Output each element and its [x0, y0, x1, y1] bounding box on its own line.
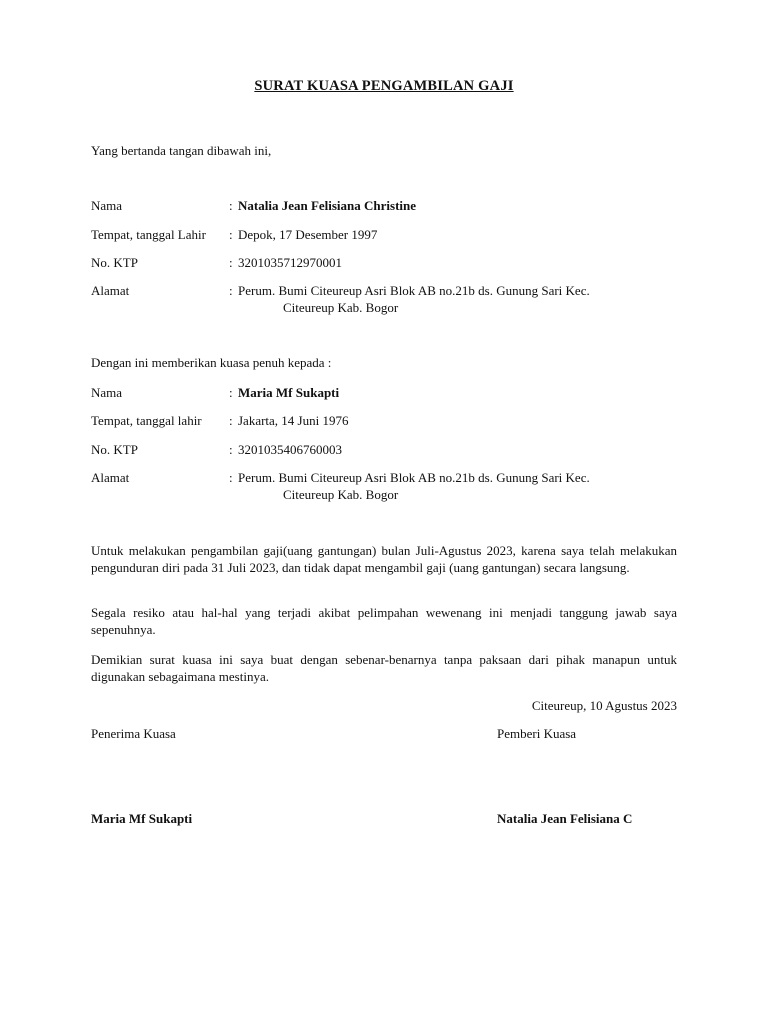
colon: : [229, 255, 233, 270]
colon: : [229, 470, 233, 485]
receiver-ktp-value: 3201035406760003 [238, 442, 342, 457]
giver-name-label: Nama [91, 198, 123, 213]
giver-birth-label: Tempat, tanggal Lahir [91, 227, 206, 242]
colon: : [229, 198, 233, 213]
paragraph-purpose: Untuk melakukan pengambilan gaji(uang gantungan) bulan Juli-Agustus 2023, karena saya telah melakukan pengunduran diri pada 31 Juli 2023, dan tidak dapat mengambil gaji (uang gantungan) secara langsung. [91, 543, 677, 575]
grant-text: Dengan ini memberikan kuasa penuh kepada : [91, 355, 332, 370]
receiver-signature-name: Maria Mf Sukapti [91, 811, 193, 826]
giver-ktp-value: 3201035712970001 [238, 255, 342, 270]
colon: : [229, 413, 233, 428]
colon: : [229, 442, 233, 457]
intro-text: Yang bertanda tangan dibawah ini, [91, 143, 272, 158]
receiver-name-value: Maria Mf Sukapti [238, 385, 340, 400]
colon: : [229, 227, 233, 242]
giver-name-value: Natalia Jean Felisiana Christine [238, 198, 417, 213]
giver-birth-value: Depok, 17 Desember 1997 [238, 227, 378, 242]
receiver-address-label: Alamat [91, 470, 130, 485]
colon: : [229, 385, 233, 400]
giver-address-label: Alamat [91, 283, 130, 298]
receiver-birth-label: Tempat, tanggal lahir [91, 413, 202, 428]
paragraph-responsibility: Segala resiko atau hal-hal yang terjadi akibat pelimpahan wewenang ini menjadi tanggung jawab saya sepenuhnya. [91, 605, 677, 637]
receiver-name-label: Nama [91, 385, 123, 400]
giver-role: Pemberi Kuasa [497, 726, 577, 741]
giver-address-line2: Citeureup Kab. Bogor [283, 300, 399, 315]
giver-address-line1: Perum. Bumi Citeureup Asri Blok AB no.21b ds. Gunung Sari Kec. [238, 283, 590, 298]
paragraph-closing: Demikian surat kuasa ini saya buat dengan sebenar-benarnya tanpa paksaan dari pihak manapun untuk digunakan sebagaimana mestinya. [91, 652, 677, 684]
colon: : [229, 283, 233, 298]
receiver-role: Penerima Kuasa [91, 726, 176, 741]
giver-ktp-label: No. KTP [91, 255, 138, 270]
receiver-address-line1: Perum. Bumi Citeureup Asri Blok AB no.21b ds. Gunung Sari Kec. [238, 470, 590, 485]
document-title: SURAT KUASA PENGAMBILAN GAJI [254, 78, 514, 94]
receiver-birth-value: Jakarta, 14 Juni 1976 [238, 413, 349, 428]
giver-signature-name: Natalia Jean Felisiana C [497, 811, 633, 826]
receiver-address-line2: Citeureup Kab. Bogor [283, 487, 399, 502]
place-date: Citeureup, 10 Agustus 2023 [531, 698, 677, 713]
receiver-ktp-label: No. KTP [91, 442, 138, 457]
